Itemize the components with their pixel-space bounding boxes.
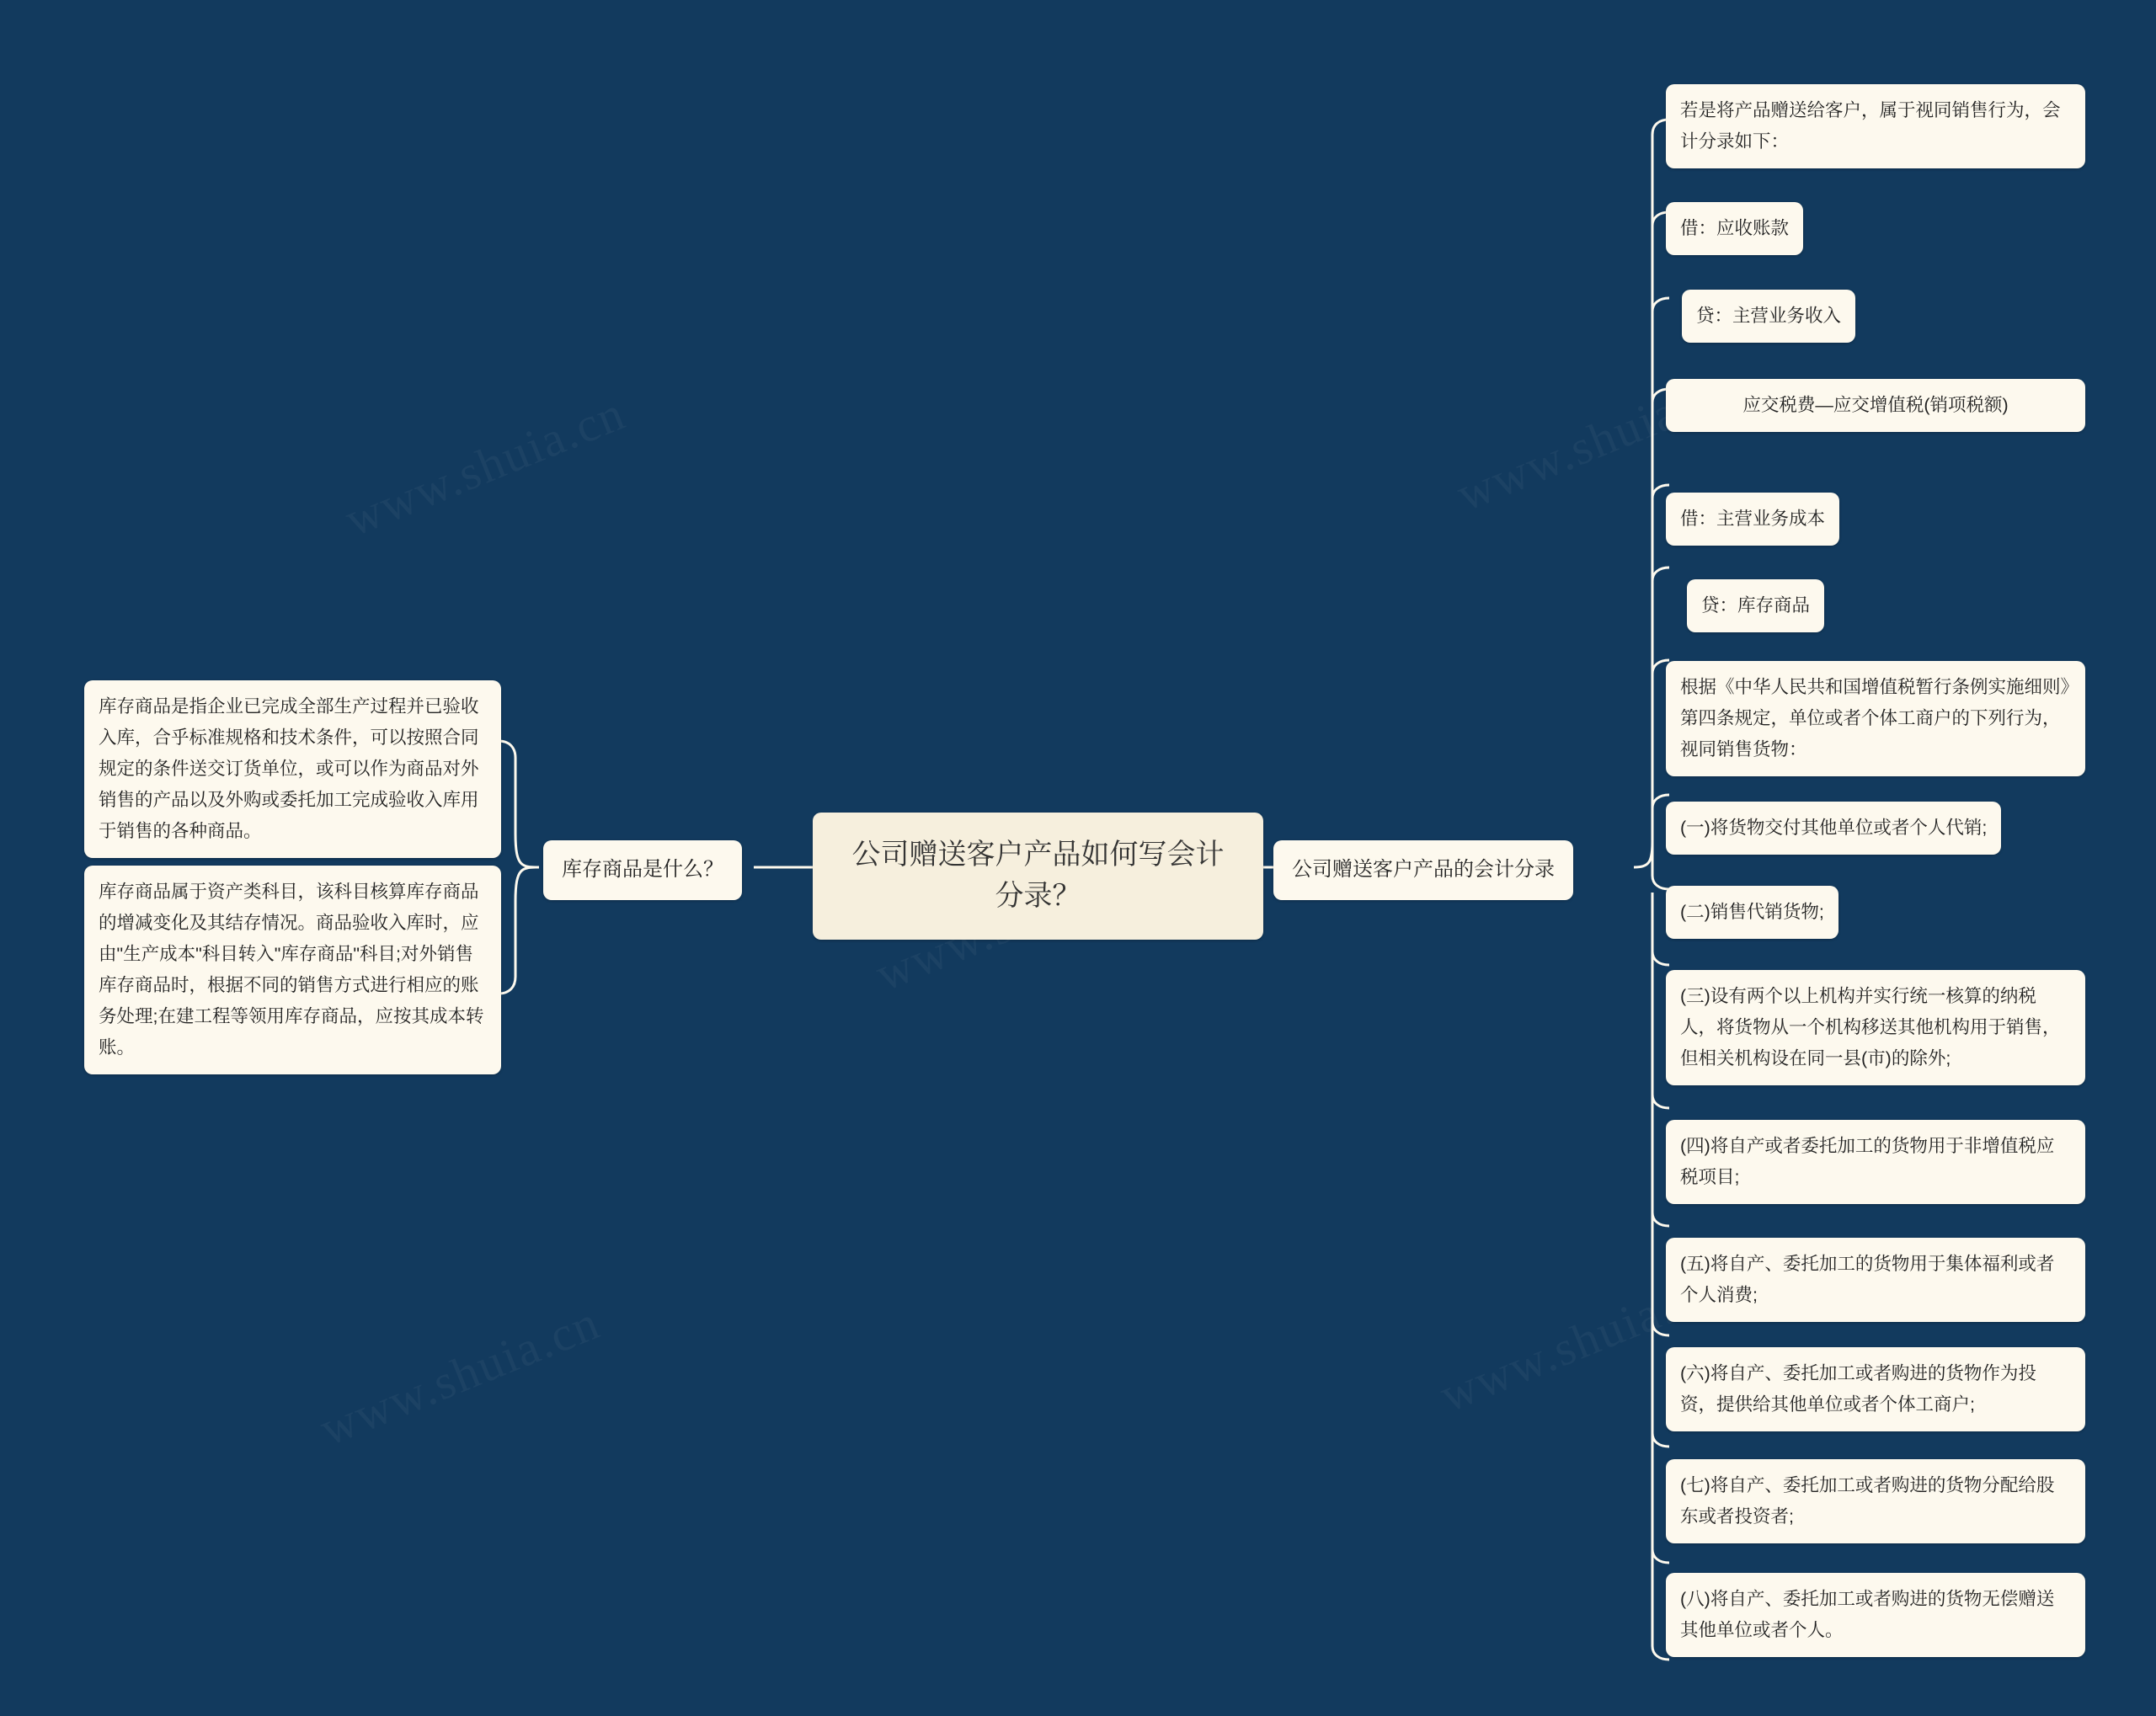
right-leaf-3-label: 贷：主营业务收入 bbox=[1696, 306, 1842, 326]
right-leaf-11[interactable] bbox=[1666, 1120, 2085, 1204]
right-leaf-11-label: (四)将自产或者委托加工的货物用于非增值税应税项目; bbox=[1680, 1136, 2055, 1187]
right-leaf-5[interactable] bbox=[1666, 493, 1839, 546]
right-leaf-14-label: (七)将自产、委托加工或者购进的货物分配给股东或者投资者; bbox=[1680, 1475, 2055, 1527]
left-leaf-2-label: 库存商品属于资产类科目，该科目核算库存商品的增减变化及其结存情况。商品验收入库时，应由"生产成本"科目转入"库存商品"科目;对外销售库存商品时，根据不同的销售方式进行相应的账务处理;在建工程等领用库存商品，应按其成本转账。 bbox=[99, 882, 484, 1058]
right-leaf-1-label: 若是将产品赠送给客户，属于视同销售行为，会计分录如下： bbox=[1680, 100, 2061, 152]
right-leaf-7[interactable] bbox=[1666, 661, 2085, 776]
right-leaf-15[interactable] bbox=[1666, 1573, 2085, 1657]
branch-right[interactable] bbox=[1273, 840, 1573, 900]
right-leaf-10-label: (三)设有两个以上机构并实行统一核算的纳税人，将货物从一个机构移送其他机构用于销售，但相关机构设在同一县(市)的除外; bbox=[1680, 986, 2061, 1069]
right-leaf-6[interactable] bbox=[1687, 579, 1824, 632]
right-leaf-2[interactable] bbox=[1666, 202, 1803, 255]
right-leaf-4[interactable] bbox=[1666, 379, 2085, 432]
center-node-label: 公司赠送客户产品如何写会计分录？ bbox=[851, 839, 1225, 913]
right-leaf-15-label: (八)将自产、委托加工或者购进的货物无偿赠送其他单位或者个人。 bbox=[1680, 1589, 2055, 1640]
right-leaf-10[interactable] bbox=[1666, 970, 2085, 1085]
right-leaf-12[interactable] bbox=[1666, 1238, 2085, 1322]
right-leaf-4-label: 应交税费—应交增值税(销项税额) bbox=[1742, 395, 2009, 415]
right-leaf-9[interactable] bbox=[1666, 886, 1838, 939]
center-node[interactable] bbox=[813, 813, 1263, 940]
right-leaf-7-label: 根据《中华人民共和国增值税暂行条例实施细则》第四条规定，单位或者个体工商户的下列行为，视同销售货物： bbox=[1680, 677, 2070, 759]
left-leaf-1[interactable] bbox=[84, 680, 501, 858]
right-leaf-2-label: 借：应收账款 bbox=[1680, 218, 1790, 238]
right-leaf-8-label: (一)将货物交付其他单位或者个人代销; bbox=[1680, 818, 1988, 838]
left-leaf-1-label: 库存商品是指企业已完成全部生产过程并已验收入库，合乎标准规格和技术条件，可以按照合同规定的条件送交订货单位，或可以作为商品对外销售的产品以及外购或委托加工完成验收入库用于销售的各种商品。 bbox=[99, 696, 479, 841]
right-leaf-3[interactable] bbox=[1682, 290, 1855, 343]
right-leaf-9-label: (二)销售代销货物; bbox=[1680, 902, 1824, 922]
watermark bbox=[312, 1293, 608, 1457]
right-leaf-8[interactable] bbox=[1666, 802, 2001, 855]
right-leaf-1[interactable] bbox=[1666, 84, 2085, 168]
right-leaf-13-label: (六)将自产、委托加工或者购进的货物作为投资，提供给其他单位或者个体工商户; bbox=[1680, 1363, 2036, 1415]
right-leaf-14[interactable] bbox=[1666, 1459, 2085, 1543]
watermark bbox=[337, 384, 633, 547]
left-leaf-2[interactable] bbox=[84, 866, 501, 1074]
branch-left[interactable] bbox=[543, 840, 742, 900]
branch-left-label: 库存商品是什么？ bbox=[562, 858, 723, 881]
right-leaf-12-label: (五)将自产、委托加工的货物用于集体福利或者个人消费; bbox=[1680, 1254, 2055, 1305]
right-leaf-5-label: 借：主营业务成本 bbox=[1680, 509, 1826, 529]
right-leaf-6-label: 贷：库存商品 bbox=[1701, 595, 1811, 616]
right-leaf-13[interactable] bbox=[1666, 1347, 2085, 1431]
branch-right-label: 公司赠送客户产品的会计分录 bbox=[1292, 858, 1555, 881]
